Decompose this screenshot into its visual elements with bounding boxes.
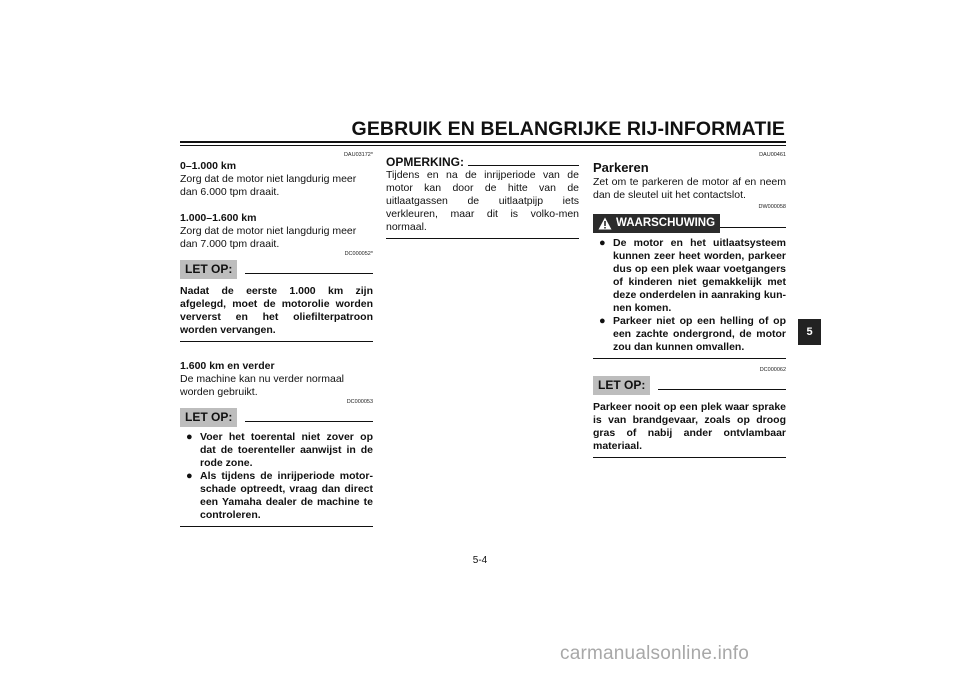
warning-list <box>593 237 786 354</box>
let-op-header <box>180 408 373 427</box>
notice-end-rule <box>386 238 579 239</box>
list-item: ● De motor en het uitlaatsysteem kunnen zeer heet worden, parkeer dus op een plek waar voetgangers of kinderen niet gemakkelijk met deze onderdelen in aanraking kun-nen komen. <box>599 237 786 314</box>
paragraph-0-1000: Zorg dat de motor niet langdurig meer dan 6.000 tpm draait. <box>180 173 357 198</box>
notice-end-rule <box>593 358 786 359</box>
warning-label: WAARSCHUWING <box>616 217 716 229</box>
let-op-text: Nadat de eerste 1.000 km zijn afgelegd, moet de motorolie worden ververst en het oliefilterpatroon worden vervangen. <box>180 285 373 336</box>
section-title-parkeren: Parkeren <box>593 160 649 175</box>
subheading-1000-1600: 1.000–1.600 km <box>180 212 257 224</box>
chapter-tab: 5 <box>798 319 821 345</box>
header-line <box>468 165 579 166</box>
subheading-1600-plus: 1.600 km en verder <box>180 360 275 372</box>
list-item: ● Parkeer niet op een helling of op een zachte ondergrond, de motor zou dan kunnen omvallen. <box>599 315 786 353</box>
doc-code: DAU00461 <box>759 152 786 158</box>
page-title: GEBRUIK EN BELANGRIJKE RIJ-INFORMATIE <box>351 118 785 140</box>
warning-label-box <box>593 214 720 233</box>
notice-end-rule <box>593 457 786 458</box>
bullet-icon: ● <box>186 470 193 482</box>
paragraph-1600-plus: De machine kan nu verder normaal worden gebruikt. <box>180 373 345 398</box>
list-item: ● Als tijdens de inrijperiode motor-schade optreedt, vraag dan direct een Yamaha dealer de machine te controleren. <box>186 470 373 521</box>
right-column <box>593 152 786 458</box>
page-number: 5-4 <box>472 555 488 566</box>
doc-code: DC000052* <box>344 251 373 257</box>
let-op-label: LET OP: <box>180 260 237 279</box>
title-rule <box>180 141 786 143</box>
opmerking-header <box>386 155 579 169</box>
doc-code: DC000053 <box>346 399 373 405</box>
let-op-text: Parkeer nooit op een plek waar sprake is van brandgevaar, zoals op droog gras of nabij ander ontvlambaar materiaal. <box>593 401 786 452</box>
list-item: ● Voer het toerental niet zover op dat de toerenteller aanwijst in de rode zone. <box>186 431 373 469</box>
let-op-label: LET OP: <box>180 408 237 427</box>
header-line <box>658 389 786 390</box>
title-rule-thin <box>180 145 786 146</box>
notice-end-rule <box>180 526 373 527</box>
middle-column <box>386 155 579 239</box>
left-column <box>180 152 373 527</box>
bullet-icon: ● <box>186 431 193 443</box>
doc-code: DC000062 <box>759 367 786 373</box>
doc-code: DAU03172* <box>343 152 373 158</box>
header-line <box>720 227 786 228</box>
header-line <box>245 421 373 422</box>
subheading-0-1000: 0–1.000 km <box>180 160 237 172</box>
paragraph-parkeren: Zet om te parkeren de motor af en neem dan de sleutel uit het contactslot. <box>593 176 786 201</box>
let-op-header <box>180 260 373 279</box>
bullet-icon: ● <box>599 315 606 327</box>
opmerking-label: OPMERKING: <box>386 155 464 169</box>
doc-code: DW000058 <box>758 204 786 210</box>
opmerking-text: Tijdens en na de inrijperiode van de motor kan door de hitte van de uitlaatgassen de uitlaatpijp iets verkleuren, maar dit is volko-men normaal. <box>386 169 579 233</box>
let-op-list <box>180 431 373 522</box>
warning-header <box>593 214 786 233</box>
let-op-label: LET OP: <box>593 376 650 395</box>
bullet-icon: ● <box>599 237 606 249</box>
let-op-header <box>593 376 786 395</box>
header-line <box>245 273 373 274</box>
watermark: carmanualsonline.info <box>560 643 750 664</box>
warning-triangle-icon <box>598 217 612 230</box>
paragraph-1000-1600: Zorg dat de motor niet langdurig meer dan 7.000 tpm draait. <box>180 225 357 250</box>
